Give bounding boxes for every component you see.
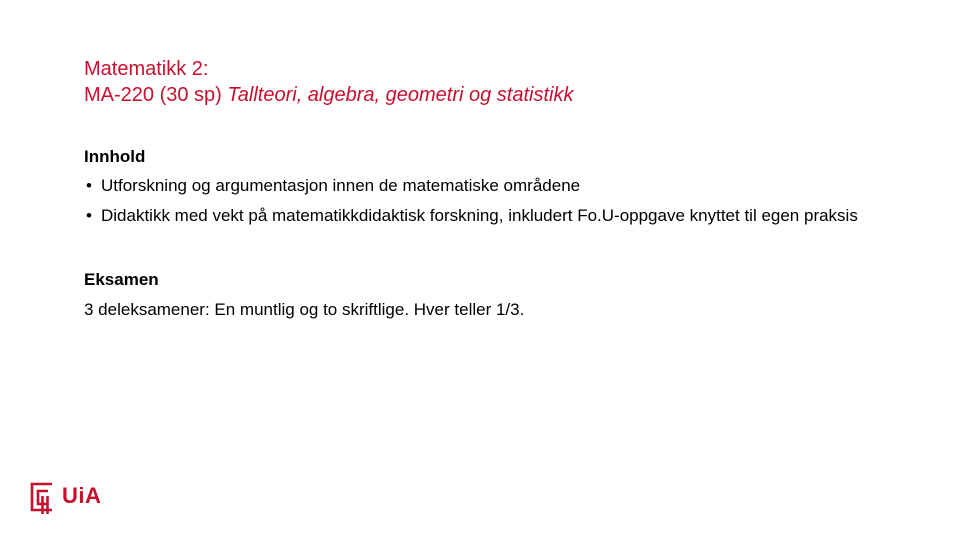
course-subject: Tallteori, algebra, geometri og statistikk — [227, 84, 574, 106]
slide-title — [84, 56, 904, 108]
list-item-text: Didaktikk med vekt på matematikkdidaktisk forskning, inkludert Fo.U-oppgave knyttet til egen praksis — [101, 206, 858, 225]
innhold-heading: Innhold — [84, 147, 146, 166]
bullet-icon: • — [86, 206, 92, 225]
logo-text: UiA — [62, 483, 102, 508]
slide-content — [84, 147, 884, 320]
eksamen-heading: Eksamen — [84, 270, 159, 289]
eksamen-text: 3 deleksamener: En muntlig og to skriftlige. Hver teller 1/3. — [84, 300, 525, 319]
bullet-icon: • — [86, 176, 92, 195]
title-line-2 — [84, 82, 904, 108]
innhold-list — [84, 176, 884, 226]
uia-logo-icon — [26, 478, 56, 514]
uia-logo — [26, 476, 101, 516]
title-line-1: Matematikk 2: — [84, 58, 209, 80]
course-code: MA-220 (30 sp) — [84, 84, 228, 106]
list-item — [84, 176, 884, 196]
list-item — [84, 206, 884, 226]
list-item-text: Utforskning og argumentasjon innen de matematiske områdene — [101, 176, 581, 195]
